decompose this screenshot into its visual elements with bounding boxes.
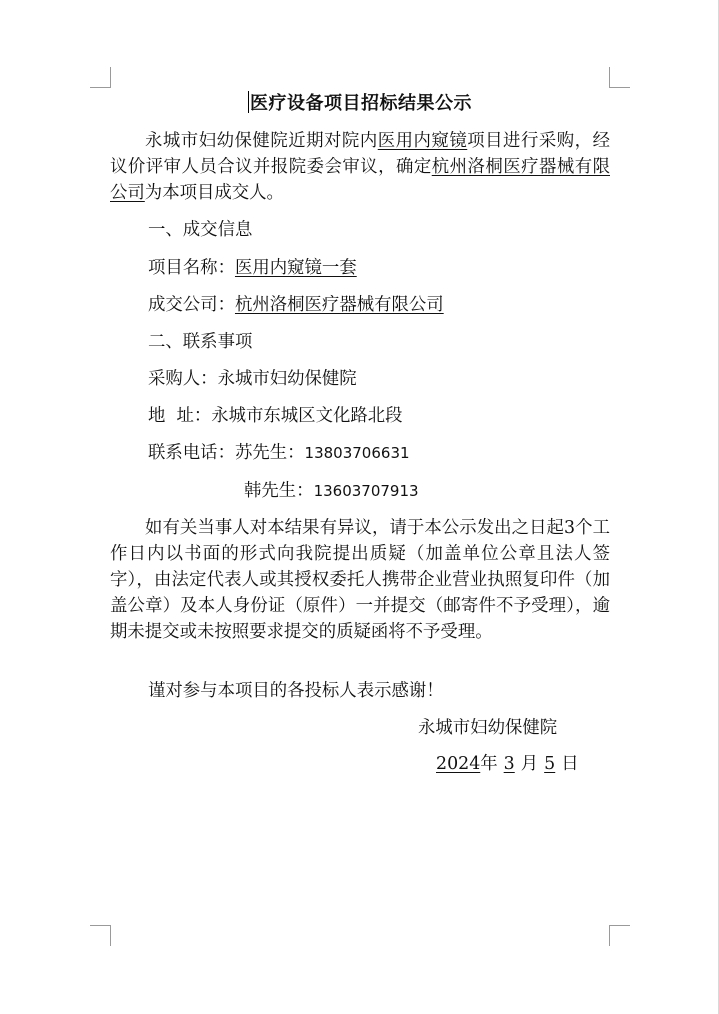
- project-name-value: 医用内窥镜一套: [234, 258, 357, 278]
- crop-mark-bottom-left: [90, 925, 111, 946]
- phone-line-1: [148, 441, 410, 465]
- phone-number-1: 13803706631: [304, 444, 410, 462]
- date-year: 2024: [436, 754, 481, 774]
- intro-paragraph: 永城市妇幼保健院近期对院内医用内窥镜项目进行采购，经议价评审人员合议并报院委会审议，确定杭州洛桐医疗器械有限公司为本项目成交人。: [110, 131, 610, 203]
- address-line: 地 址：永城市东城区文化路北段: [148, 406, 403, 426]
- section-heading-contact: 二、联系事项: [148, 332, 253, 352]
- document-title[interactable]: 医疗设备项目招标结果公示: [250, 93, 472, 114]
- phone-number-2: 13603707913: [313, 482, 419, 500]
- objection-paragraph: 如有关当事人对本结果有异议，请于本公示发出之日起3个工作日内以书面的形式向我院提出质疑（加盖单位公章且法人签字），由法定代表人或其授权委托人携带企业营业执照复印件（加盖公章）及本人身份证（原件）一并提交（邮寄件不予受理），逾期未提交或未按照要求提交的质疑函将不予受理。: [110, 518, 610, 642]
- crop-mark-top-right: [609, 67, 630, 88]
- winning-company-line: [148, 293, 444, 317]
- date-month: 3: [503, 754, 515, 774]
- text-cursor: [248, 91, 249, 113]
- contact-name-1: 苏先生：: [234, 443, 305, 463]
- intro-project-name: 医用内窥镜: [377, 131, 468, 151]
- project-name-line: [148, 256, 357, 280]
- crop-mark-top-left: [90, 67, 111, 88]
- date-day: 5: [544, 754, 556, 774]
- phone-label: 联系电话：: [148, 443, 235, 463]
- phone-line-2: [244, 479, 419, 503]
- buyer-line: 采购人：永城市妇幼保健院: [148, 369, 357, 389]
- section-heading-deal-info: 一、成交信息: [148, 220, 253, 240]
- signature-date: 2024年 3 月 5 日: [436, 754, 579, 774]
- thanks-line: 谨对参与本项目的各投标人表示感谢！: [148, 681, 444, 701]
- intro-company-name: 杭州洛桐医疗器械有限公司: [110, 157, 610, 203]
- signer-name: 永城市妇幼保健院: [418, 718, 558, 738]
- company-label: 成交公司：: [148, 295, 235, 315]
- project-name-label: 项目名称：: [148, 258, 235, 278]
- crop-mark-bottom-right: [609, 925, 630, 946]
- company-value: 杭州洛桐医疗器械有限公司: [234, 295, 444, 315]
- contact-name-2: 韩先生：: [244, 481, 314, 501]
